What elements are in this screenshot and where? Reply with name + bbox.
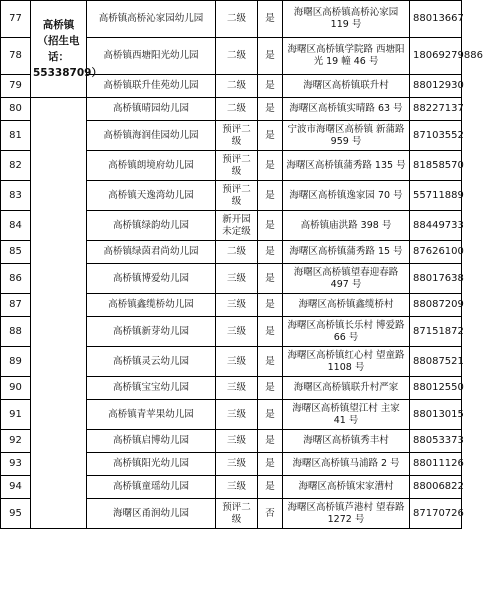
phone-cell: 18069279886 <box>410 38 462 75</box>
kindergarten-name: 高桥镇绿韵幼儿园 <box>87 211 216 241</box>
phone-cell: 81858570 <box>410 151 462 181</box>
row-number: 82 <box>1 151 31 181</box>
public-flag: 是 <box>258 377 283 400</box>
table-row <box>1 1 462 38</box>
phone-cell: 88053373 <box>410 430 462 453</box>
address-cell: 海曙区高桥镇望江村 主家 41 号 <box>283 400 410 430</box>
level-cell: 二级 <box>216 1 258 38</box>
town-cell-continued <box>31 98 87 529</box>
row-number: 77 <box>1 1 31 38</box>
phone-cell: 87170726 <box>410 499 462 529</box>
address-cell: 海曙区高桥镇宋家漕村 <box>283 476 410 499</box>
public-flag: 是 <box>258 264 283 294</box>
phone-cell: 87626100 <box>410 241 462 264</box>
public-flag: 是 <box>258 1 283 38</box>
public-flag: 是 <box>258 430 283 453</box>
public-flag: 是 <box>258 75 283 98</box>
level-cell: 预评二级 <box>216 151 258 181</box>
level-cell: 三级 <box>216 317 258 347</box>
public-flag: 是 <box>258 400 283 430</box>
public-flag: 是 <box>258 317 283 347</box>
kindergarten-name: 高桥镇宝宝幼儿园 <box>87 377 216 400</box>
row-number: 86 <box>1 264 31 294</box>
level-cell: 三级 <box>216 476 258 499</box>
level-cell: 二级 <box>216 98 258 121</box>
phone-cell: 88006822 <box>410 476 462 499</box>
row-number: 81 <box>1 121 31 151</box>
phone-cell: 88011126 <box>410 453 462 476</box>
address-cell: 海曙区高桥镇联升村严家 <box>283 377 410 400</box>
town-cell: 高桥镇（招生电话：55338709） <box>31 1 87 98</box>
kindergarten-name: 高桥镇启博幼儿园 <box>87 430 216 453</box>
kindergarten-name: 高桥镇绿茵君尚幼儿园 <box>87 241 216 264</box>
level-cell: 三级 <box>216 430 258 453</box>
row-number: 83 <box>1 181 31 211</box>
phone-cell: 88227137 <box>410 98 462 121</box>
phone-cell: 88087209 <box>410 294 462 317</box>
row-number: 93 <box>1 453 31 476</box>
table-body <box>1 1 483 529</box>
kindergarten-name: 高桥镇高桥沁家园幼儿园 <box>87 1 216 38</box>
phone-cell: 87151872 <box>410 317 462 347</box>
phone-cell: 88017638 <box>410 264 462 294</box>
kindergarten-name: 高桥镇鑫缆桥幼儿园 <box>87 294 216 317</box>
address-cell: 海曙区高桥镇望春迎春路 497 号 <box>283 264 410 294</box>
phone-cell: 88087521 <box>410 347 462 377</box>
kindergarten-name: 海曙区甬润幼儿园 <box>87 499 216 529</box>
address-cell: 海曙区高桥镇学院路 西塘阳光 19 幢 46 号 <box>283 38 410 75</box>
kindergarten-name: 高桥镇西塘阳光幼儿园 <box>87 38 216 75</box>
public-flag: 是 <box>258 181 283 211</box>
public-flag: 是 <box>258 347 283 377</box>
kindergarten-name: 高桥镇晴园幼儿园 <box>87 98 216 121</box>
kindergarten-name: 高桥镇天逸湾幼儿园 <box>87 181 216 211</box>
row-number: 92 <box>1 430 31 453</box>
level-cell: 二级 <box>216 38 258 75</box>
level-cell: 预评二级 <box>216 499 258 529</box>
row-number: 94 <box>1 476 31 499</box>
address-cell: 海曙区高桥镇红心村 望童路 1108 号 <box>283 347 410 377</box>
address-cell: 宁波市海曙区高桥镇 新蒲路 959 号 <box>283 121 410 151</box>
level-cell: 预评二级 <box>216 121 258 151</box>
address-cell: 海曙区高桥镇高桥沁家园 119 号 <box>283 1 410 38</box>
kindergarten-name: 高桥镇童瑶幼儿园 <box>87 476 216 499</box>
level-cell: 三级 <box>216 294 258 317</box>
level-cell: 二级 <box>216 75 258 98</box>
address-cell: 海曙区高桥镇秀丰村 <box>283 430 410 453</box>
row-number: 87 <box>1 294 31 317</box>
level-cell: 预评二级 <box>216 181 258 211</box>
level-cell: 新开园 未定级 <box>216 211 258 241</box>
address-cell: 海曙区高桥镇蒲秀路 15 号 <box>283 241 410 264</box>
row-number: 84 <box>1 211 31 241</box>
public-flag: 否 <box>258 499 283 529</box>
row-number: 95 <box>1 499 31 529</box>
public-flag: 是 <box>258 98 283 121</box>
public-flag: 是 <box>258 476 283 499</box>
kindergarten-name: 高桥镇青苹果幼儿园 <box>87 400 216 430</box>
kindergarten-name: 高桥镇海润佳园幼儿园 <box>87 121 216 151</box>
kindergarten-name: 高桥镇新芽幼儿园 <box>87 317 216 347</box>
kindergarten-name: 高桥镇阳光幼儿园 <box>87 453 216 476</box>
address-cell: 海曙区高桥镇逸家园 70 号 <box>283 181 410 211</box>
level-cell: 三级 <box>216 264 258 294</box>
public-flag: 是 <box>258 151 283 181</box>
row-number: 91 <box>1 400 31 430</box>
row-number: 80 <box>1 98 31 121</box>
row-number: 78 <box>1 38 31 75</box>
address-cell: 海曙区高桥镇马浦路 2 号 <box>283 453 410 476</box>
kindergarten-name: 高桥镇博爱幼儿园 <box>87 264 216 294</box>
phone-cell: 87103552 <box>410 121 462 151</box>
row-number: 85 <box>1 241 31 264</box>
address-cell: 海曙区高桥镇实晴路 63 号 <box>283 98 410 121</box>
row-number: 90 <box>1 377 31 400</box>
kindergarten-name: 高桥镇联升佳苑幼儿园 <box>87 75 216 98</box>
phone-cell: 88013667 <box>410 1 462 38</box>
phone-cell: 55711889 <box>410 181 462 211</box>
public-flag: 是 <box>258 241 283 264</box>
level-cell: 三级 <box>216 377 258 400</box>
row-number: 79 <box>1 75 31 98</box>
address-cell: 海曙区高桥镇芦港村 望春路 1272 号 <box>283 499 410 529</box>
address-cell: 海曙区高桥镇鑫缆桥村 <box>283 294 410 317</box>
public-flag: 是 <box>258 211 283 241</box>
address-cell: 海曙区高桥镇蒲秀路 135 号 <box>283 151 410 181</box>
row-number: 89 <box>1 347 31 377</box>
level-cell: 三级 <box>216 347 258 377</box>
address-cell: 海曙区高桥镇联升村 <box>283 75 410 98</box>
phone-cell: 88013015 <box>410 400 462 430</box>
public-flag: 是 <box>258 453 283 476</box>
row-number: 88 <box>1 317 31 347</box>
phone-cell: 88012550 <box>410 377 462 400</box>
public-flag: 是 <box>258 121 283 151</box>
phone-cell: 88449733 <box>410 211 462 241</box>
phone-cell: 88012930 <box>410 75 462 98</box>
level-cell: 三级 <box>216 400 258 430</box>
table-row <box>1 98 462 121</box>
level-cell: 三级 <box>216 453 258 476</box>
address-cell: 海曙区高桥镇长乐村 博爱路 66 号 <box>283 317 410 347</box>
kindergarten-name: 高桥镇灵云幼儿园 <box>87 347 216 377</box>
address-cell: 高桥镇庙洪路 398 号 <box>283 211 410 241</box>
kindergarten-name: 高桥镇朗境府幼儿园 <box>87 151 216 181</box>
public-flag: 是 <box>258 38 283 75</box>
public-flag: 是 <box>258 294 283 317</box>
level-cell: 二级 <box>216 241 258 264</box>
